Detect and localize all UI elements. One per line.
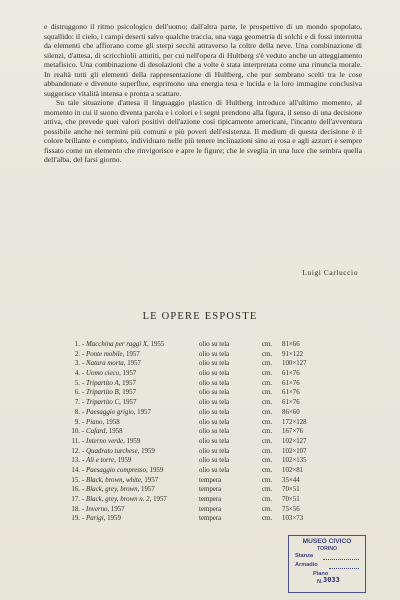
work-number: 6.: [74, 389, 80, 397]
work-number: 4.: [74, 370, 80, 378]
work-number: 17.: [71, 496, 80, 503]
work-technique: olio su tela: [199, 399, 230, 407]
work-technique: olio su tela: [199, 428, 230, 436]
work-row: [64, 466, 354, 476]
work-unit: cm.: [262, 476, 273, 484]
work-unit: cm.: [262, 428, 273, 436]
work-row: [64, 514, 354, 524]
work-title: - Natura morta, 1957: [82, 360, 141, 368]
work-row: [64, 485, 354, 495]
work-number: 5.: [74, 379, 80, 387]
work-row: [64, 418, 354, 428]
work-unit: cm.: [262, 486, 273, 494]
work-row: [64, 437, 354, 447]
stamp-n-value: 3033: [323, 575, 340, 584]
work-technique: olio su tela: [199, 370, 230, 378]
work-dimensions: 70×51: [282, 486, 300, 494]
work-row: [64, 398, 354, 408]
work-unit: cm.: [262, 408, 273, 416]
stamp-stanza-label: Stanza: [295, 552, 314, 559]
work-unit: cm.: [262, 466, 273, 474]
work-unit: cm.: [262, 360, 273, 368]
work-technique: tempera: [199, 486, 222, 494]
work-row: [64, 388, 354, 398]
essay-text: [44, 22, 362, 165]
work-title: - Cafard, 1958: [82, 428, 123, 436]
work-technique: olio su tela: [199, 437, 230, 445]
work-row: [64, 369, 354, 379]
stamp-armadio: [289, 561, 365, 570]
essay-paragraph-2: Su tale situazione d'attesa il linguaggio plastico di Hultberg introduce all'ultimo momento, al momento in cui il suono diventa parola e i colori e i segni prendono alla figura, il senso di una decisione attiva, che prevede quei valori positivi dell'azione così tipicamente americani, l'incanto dell'avventura possibile anche nei termini più comuni e più poveri dell'esistenza. Il medium di questa decisione è il colore brillante e compiuto, individuato nelle più tenere inclinazioni sino ai rosa e agli azzurri e sempre fissato come un elemento che rinvigorisce e apre le figure; che le sveglia in una luce che sembra quella dell'alba, del farsi giorno.: [44, 98, 362, 164]
work-title: - Quadrato turchese, 1959: [82, 447, 155, 455]
stamp-rule: [323, 559, 359, 560]
work-dimensions: 35×44: [282, 476, 300, 484]
work-technique: olio su tela: [199, 418, 230, 426]
essay-paragraph-1: e distruggono il ritmo psicologico dell'uomo; dall'altra parte, le prospettive di un mondo spopolato, squallido: il cielo, i campi deserti salvo qualche traccia, una vaga geometria di solchi e di fossi interrotta da elementi che affiorano come gli sterpi secchi attraverso la coltre della neve. Una combinazione di silenzi, d'attesa, di scricchiolii attutiti, per cui nell'opera di Hultberg s'è veduto anche un atteggiamento metafisico. Una combinazione di desolazioni che a volte è stata interpretata come una rinuncia morale. In realtà tutti gli elementi della rappresentazione di Hultberg, che pur sembrano scelti tra le cose abbandonate e divenute superflue, esprimono una energia tesa e lucida e la loro immagine conclusiva suggerisce vitalità intensa e pronta a scattare.: [44, 22, 362, 98]
work-row: [64, 427, 354, 437]
work-title: - Paesaggio compresso, 1959: [82, 466, 164, 474]
work-technique: olio su tela: [199, 350, 230, 358]
work-unit: cm.: [262, 350, 273, 358]
museum-stamp: [288, 535, 366, 593]
works-list: [64, 340, 354, 524]
work-dimensions: 100×127: [282, 360, 307, 368]
work-unit: cm.: [262, 341, 273, 348]
work-dimensions: 61×76: [282, 389, 300, 397]
work-unit: cm.: [262, 447, 273, 455]
work-dimensions: 102×107: [282, 447, 307, 455]
work-row: [64, 505, 354, 515]
work-row: [64, 456, 354, 466]
stamp-head: MUSEO CIVICO: [302, 538, 352, 545]
work-unit: cm.: [262, 496, 273, 503]
author-signature: Luigi Carluccio: [302, 268, 358, 277]
section-title: LE OPERE ESPOSTE: [142, 311, 258, 322]
work-title: - Tripartito C, 1957: [82, 399, 137, 407]
work-row: [64, 350, 354, 360]
stamp-stanza: [289, 552, 365, 561]
work-technique: tempera: [199, 515, 222, 523]
work-dimensions: 61×76: [282, 399, 300, 407]
work-unit: cm.: [262, 505, 273, 513]
stamp-armadio-label: Armadio: [295, 561, 318, 568]
stamp-sub: TORINO: [316, 545, 338, 552]
work-row: [64, 379, 354, 389]
work-technique: olio su tela: [199, 447, 230, 455]
work-technique: olio su tela: [199, 457, 230, 465]
work-dimensions: 70×51: [282, 496, 300, 503]
work-title: - Macchina per raggi X, 1955: [82, 341, 165, 348]
work-row: [64, 408, 354, 418]
work-number: 19.: [71, 515, 80, 523]
stamp-n-label: N.: [317, 578, 323, 585]
work-title: - Ponte mobile, 1957: [82, 350, 140, 358]
work-number: 10.: [71, 428, 80, 436]
work-technique: olio su tela: [199, 408, 230, 416]
work-technique: olio su tela: [199, 389, 230, 397]
work-unit: cm.: [262, 418, 273, 426]
work-dimensions: 81×66: [282, 341, 300, 348]
work-number: 2.: [74, 350, 80, 358]
work-unit: cm.: [262, 457, 273, 465]
work-number: 15.: [71, 476, 80, 484]
work-number: 8.: [74, 408, 80, 416]
work-row: [64, 340, 354, 350]
work-unit: cm.: [262, 389, 273, 397]
work-technique: olio su tela: [199, 466, 230, 474]
work-dimensions: 91×122: [282, 350, 304, 358]
work-dimensions: 102×127: [282, 437, 307, 445]
work-number: 7.: [74, 399, 80, 407]
work-title: - Paesaggio grigio, 1957: [82, 408, 151, 416]
work-dimensions: 61×76: [282, 379, 300, 387]
work-row: [64, 447, 354, 457]
work-number: 13.: [71, 457, 80, 465]
work-title: - Parigi, 1959: [82, 515, 121, 523]
work-title: - Black, grey, brown n. 2, 1957: [82, 496, 167, 503]
work-title: - Tripartito A, 1957: [82, 379, 136, 387]
work-number: 1.: [74, 341, 80, 348]
work-number: 12.: [71, 447, 80, 455]
work-number: 9.: [74, 418, 80, 426]
work-title: - Ali e torre, 1959: [82, 457, 132, 465]
work-technique: olio su tela: [199, 379, 230, 387]
work-technique: tempera: [199, 476, 222, 484]
work-title: - Piano, 1958: [82, 418, 120, 426]
work-title: - Tripartito B, 1957: [82, 389, 137, 397]
work-number: 14.: [71, 466, 80, 474]
work-number: 18.: [71, 505, 80, 513]
work-title: - Black, brown, white, 1957: [82, 476, 159, 484]
work-dimensions: 102×135: [282, 457, 307, 465]
work-dimensions: 103×73: [282, 515, 304, 523]
work-unit: cm.: [262, 399, 273, 407]
work-title: - Inverno, 1957: [82, 505, 125, 513]
work-unit: cm.: [262, 379, 273, 387]
stamp-number: [289, 575, 365, 586]
work-technique: olio su tela: [199, 360, 230, 368]
work-unit: cm.: [262, 437, 273, 445]
work-number: 3.: [74, 360, 80, 368]
work-number: 11.: [71, 437, 80, 445]
work-row: [64, 495, 354, 505]
work-dimensions: 75×56: [282, 505, 300, 513]
work-dimensions: 86×60: [282, 408, 300, 416]
stamp-piano-label: Piano: [313, 570, 329, 577]
work-unit: cm.: [262, 370, 273, 378]
work-number: 16.: [71, 486, 80, 494]
work-unit: cm.: [262, 515, 273, 523]
work-dimensions: 172×128: [282, 418, 307, 426]
work-row: [64, 476, 354, 486]
work-title: - Interno verde, 1959: [82, 437, 141, 445]
work-row: [64, 359, 354, 369]
work-technique: olio su tela: [199, 341, 230, 348]
work-technique: tempera: [199, 505, 222, 513]
work-dimensions: 61×76: [282, 370, 300, 378]
work-title: - Black, grey, brown, 1957: [82, 486, 155, 494]
work-title: - Uomo cieco, 1957: [82, 370, 137, 378]
work-technique: tempera: [199, 496, 222, 503]
work-dimensions: 167×76: [282, 428, 304, 436]
work-dimensions: 102×81: [282, 466, 304, 474]
stamp-rule: [329, 568, 359, 569]
